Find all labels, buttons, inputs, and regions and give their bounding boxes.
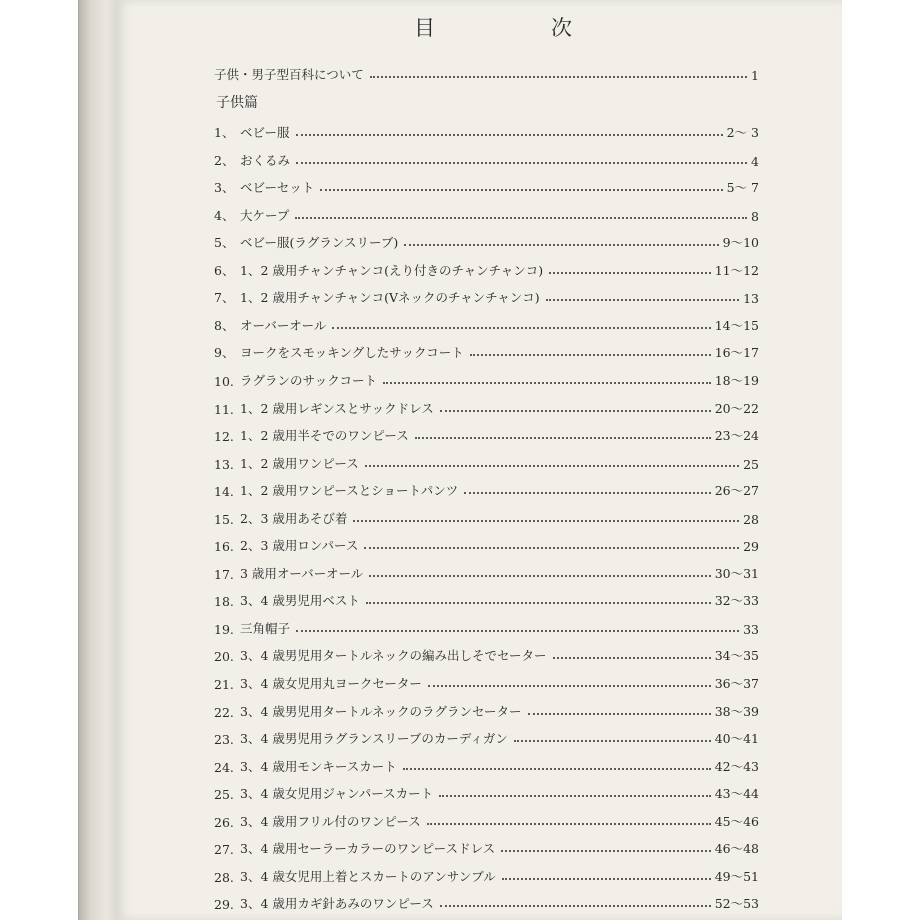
toc-entry-row	[214, 229, 759, 251]
dot-leader	[365, 465, 739, 467]
toc-intro-row	[214, 61, 759, 83]
toc-entry-row	[214, 119, 759, 141]
toc-entry-pages: 49～51	[714, 869, 759, 884]
toc-entry-pages: 4	[751, 154, 759, 169]
toc-entry-number: 21.	[214, 677, 234, 692]
dot-leader	[528, 713, 711, 715]
toc-entry-label: 3、4 歳女児用上着とスカートのアンサンブル	[240, 869, 496, 884]
dot-leader	[427, 823, 711, 825]
toc-entry-label: ラグランのサックコート	[240, 373, 378, 388]
toc-entry-label: 3、4 歳男児用タートルネックの編み出しそでセーター	[240, 648, 547, 663]
toc-entry-label: ベビー服	[240, 125, 290, 140]
toc-entry-label: 3、4 歳男児用ラグランスリーブのカーディガン	[240, 731, 508, 746]
dot-leader	[403, 768, 711, 770]
toc-entry-pages: 34～35	[714, 648, 759, 663]
section-heading: 子供篇	[216, 95, 258, 111]
toc-entry-number: 24.	[214, 760, 234, 775]
toc-entry-number: 14.	[214, 484, 234, 499]
toc-entry-row	[214, 808, 759, 830]
title-right-char: 次	[551, 16, 574, 40]
toc-entry-row	[214, 698, 759, 720]
toc-entry-number: 12.	[214, 429, 234, 444]
dot-leader	[415, 437, 711, 439]
toc-entry-pages: 30～31	[714, 566, 759, 581]
toc-entry-row	[214, 587, 759, 609]
dot-leader	[353, 520, 739, 522]
toc-entry-pages: 16～17	[714, 345, 759, 360]
toc-entry-row	[214, 257, 759, 279]
dot-leader	[439, 795, 711, 797]
toc-entry-pages: 32～33	[714, 593, 759, 608]
dot-leader	[464, 492, 710, 494]
toc-entry-pages: 13	[743, 291, 759, 306]
toc-entry-pages: 43～44	[714, 786, 759, 801]
dot-leader	[366, 602, 711, 604]
title-left-char: 目	[414, 16, 437, 40]
toc-entry-pages: 20～22	[714, 401, 759, 416]
dot-leader	[364, 547, 739, 549]
toc-entry-number: 10.	[214, 374, 234, 389]
toc-entry-number: 1、	[214, 125, 235, 140]
toc-entry-label: 3、4 歳用フリル付のワンピース	[240, 814, 421, 829]
toc-entry-label: 1、2 歳用レギンスとサックドレス	[240, 401, 434, 416]
toc-entry-label: 3、4 歳女児用丸ヨークセーター	[240, 676, 422, 691]
toc-entry-pages: 26～27	[714, 483, 759, 498]
background-right	[842, 0, 920, 920]
toc-entry-pages: 23～24	[714, 428, 759, 443]
toc-entry-label: 1、2 歳用半そでのワンピース	[240, 428, 409, 443]
toc-entry-row	[214, 642, 759, 664]
dot-leader	[369, 575, 710, 577]
toc-entry-pages: 33	[743, 622, 759, 637]
toc-entry-number: 3、	[214, 180, 235, 195]
toc-entry-number: 2、	[214, 153, 235, 168]
toc-intro-label: 子供・男子型百科について	[214, 67, 364, 82]
dot-leader	[428, 685, 711, 687]
dot-leader	[440, 905, 711, 907]
toc-entry-row	[214, 174, 759, 196]
toc-entry-pages: 40～41	[714, 731, 759, 746]
dot-leader	[296, 630, 739, 632]
toc-entry-number: 11.	[214, 402, 234, 417]
toc-entry-pages: 38～39	[714, 704, 759, 719]
toc-entry-pages: 14～15	[714, 318, 759, 333]
toc-entry-pages: 28	[743, 512, 759, 527]
toc-entry-pages: 18～19	[714, 373, 759, 388]
toc-entry-row	[214, 339, 759, 361]
toc-entry-pages: 29	[743, 539, 759, 554]
toc-entry-number: 25.	[214, 787, 234, 802]
toc-entry-row	[214, 560, 759, 582]
toc-entry-pages: 25	[743, 457, 759, 472]
toc-entry-label: 3、4 歳男児用タートルネックのラグランセーター	[240, 704, 522, 719]
toc-entry-row	[214, 367, 759, 389]
dot-leader	[383, 382, 711, 384]
toc-entry-number: 28.	[214, 870, 234, 885]
toc-entry-label: 1、2 歳用チャンチャンコ(えり付きのチャンチャンコ)	[240, 263, 544, 278]
toc-entry-label: 2、3 歳用ロンパース	[240, 538, 359, 553]
toc-entry-row	[214, 615, 759, 637]
toc-entry-label: 1、2 歳用ワンピースとショートパンツ	[240, 483, 459, 498]
toc-entry-number: 6、	[214, 263, 235, 278]
toc-entry-number: 19.	[214, 622, 234, 637]
toc-entry-row	[214, 505, 759, 527]
toc-entry-number: 18.	[214, 594, 234, 609]
toc-entry-pages: 46～48	[714, 841, 759, 856]
toc-entry-row	[214, 202, 759, 224]
toc-entry-row	[214, 477, 759, 499]
toc-entry-number: 8、	[214, 318, 235, 333]
toc-entry-number: 23.	[214, 732, 234, 747]
toc-entry-number: 13.	[214, 457, 234, 472]
toc-entry-row	[214, 725, 759, 747]
dot-leader	[470, 354, 711, 356]
toc-entry-label: 1、2 歳用ワンピース	[240, 456, 359, 471]
toc-entry-label: 3、4 歳用セーラーカラーのワンピースドレス	[240, 841, 496, 856]
toc-entry-pages: 11～12	[714, 263, 759, 278]
toc-entry-pages: 8	[751, 209, 759, 224]
toc-entry-row	[214, 835, 759, 857]
dot-leader	[514, 740, 711, 742]
dot-leader	[295, 217, 747, 219]
toc-entry-number: 29.	[214, 897, 234, 912]
toc-entry-number: 16.	[214, 539, 234, 554]
toc-entry-pages: 2～ 3	[726, 125, 759, 140]
toc-entry-row	[214, 312, 759, 334]
dot-leader	[370, 76, 747, 78]
toc-entry-label: オーバーオール	[240, 318, 327, 333]
dot-leader	[332, 327, 710, 329]
toc-entry-label: ヨークをスモッキングしたサックコート	[240, 345, 464, 360]
toc-entry-label: 2、3 歳用あそび着	[240, 511, 348, 526]
dot-leader	[546, 299, 739, 301]
dot-leader	[440, 410, 711, 412]
toc-entry-label: 3、4 歳用カギ針あみのワンピース	[240, 896, 434, 911]
toc-entry-label: おくるみ	[240, 153, 291, 168]
toc-entry-row	[214, 450, 759, 472]
toc-entry-pages: 52～53	[714, 896, 759, 911]
toc-entry-number: 5、	[214, 235, 235, 250]
toc-entry-label: 3、4 歳女児用ジャンパースカート	[240, 786, 434, 801]
dot-leader	[296, 162, 747, 164]
toc-entry-label: ベビー服(ラグランスリーブ)	[240, 235, 399, 250]
toc-entry-pages: 9～10	[722, 235, 759, 250]
toc-entry-row	[214, 422, 759, 444]
toc-entry-number: 17.	[214, 567, 234, 582]
dot-leader	[501, 850, 711, 852]
toc-intro-pages: 1	[751, 68, 759, 83]
toc-entry-row	[214, 780, 759, 802]
toc-entry-label: 3 歳用オーバーオール	[240, 566, 364, 581]
toc-entry-number: 22.	[214, 705, 234, 720]
toc-entry-number: 27.	[214, 842, 234, 857]
dot-leader	[553, 657, 711, 659]
toc-entry-row	[214, 863, 759, 885]
toc-entry-row	[214, 284, 759, 306]
toc-entry-number: 20.	[214, 649, 234, 664]
toc-entry-row	[214, 147, 759, 169]
toc-entry-pages: 36～37	[714, 676, 759, 691]
toc-entry-row	[214, 395, 759, 417]
toc-entry-number: 26.	[214, 815, 234, 830]
toc-entry-number: 7、	[214, 290, 235, 305]
toc-entry-label: 3、4 歳男児用ベスト	[240, 593, 360, 608]
toc-entry-label: 1、2 歳用チャンチャンコ(Vネックのチャンチャンコ)	[240, 290, 540, 305]
toc-entry-pages: 45～46	[714, 814, 759, 829]
toc-entry-row	[214, 753, 759, 775]
page-title	[414, 12, 574, 42]
toc-entry-row	[214, 890, 759, 912]
dot-leader	[404, 244, 718, 246]
toc-entry-label: 三角帽子	[240, 621, 291, 636]
toc-entry-label: ベビーセット	[240, 180, 315, 195]
toc-entry-pages: 42～43	[714, 759, 759, 774]
toc-entry-row	[214, 670, 759, 692]
dot-leader	[296, 134, 723, 136]
toc-entry-row	[214, 532, 759, 554]
toc-entry-number: 4、	[214, 208, 235, 223]
toc-entry-label: 3、4 歳用モンキースカート	[240, 759, 397, 774]
toc-entry-number: 15.	[214, 512, 234, 527]
toc-entry-pages: 5～ 7	[726, 180, 759, 195]
toc-entry-number: 9、	[214, 345, 235, 360]
dot-leader	[502, 878, 711, 880]
dot-leader	[320, 189, 722, 191]
toc-entry-label: 大ケープ	[240, 208, 290, 223]
background-left	[0, 0, 78, 920]
book-spine-shadow	[78, 0, 117, 920]
dot-leader	[549, 272, 711, 274]
